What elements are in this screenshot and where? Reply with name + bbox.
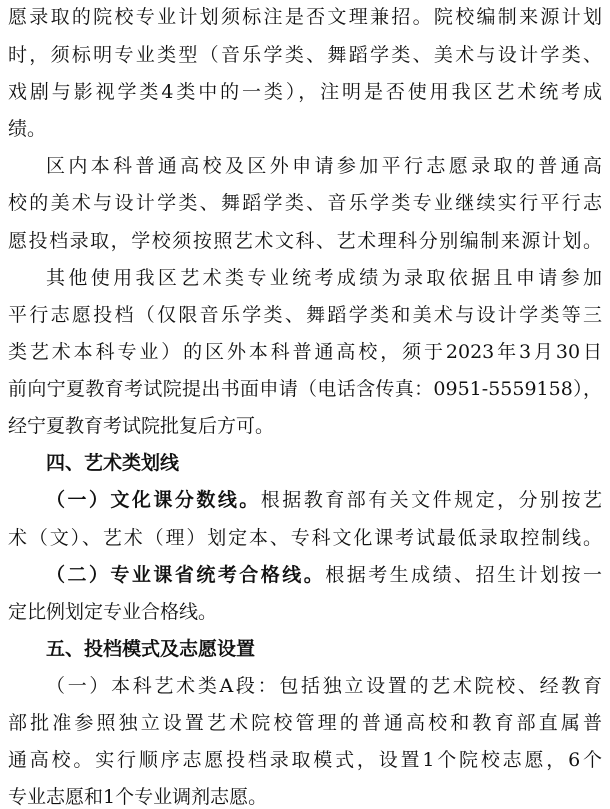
text-line: 前向宁夏教育考试院提出书面申请（电话含传真：0951-5559158），	[8, 378, 602, 400]
text-line: 愿录取的院校专业计划须标注是否文理兼招。院校编制来源计划	[8, 6, 602, 28]
text-line: 部批准参照独立设置艺术院校管理的普通高校和教育部直属普	[8, 712, 602, 734]
item-first-line: （一）本科艺术类A段：包括独立设置的艺术院校、经教育	[46, 675, 602, 697]
text-line: 类艺术本科专业）的区外本科普通高校，须于2023年3月30日	[8, 341, 602, 363]
text-line: 定比例划定专业合格线。	[8, 601, 218, 623]
item-text: 根据考生成绩、招生计划按一	[325, 564, 602, 586]
paragraph-first-line: 区内本科普通高校及区外申请参加平行志愿录取的普通高	[46, 155, 602, 177]
text-line: 愿投档录取，学校须按照艺术文科、艺术理科分别编制来源计划。	[8, 230, 602, 252]
section-heading: 五、投档模式及志愿设置	[46, 638, 256, 660]
text-line: 通高校。实行顺序志愿投档录取模式，设置1个院校志愿，6个	[8, 749, 602, 771]
item-first-line	[46, 488, 602, 512]
text-line: 经宁夏教育考试院批复后方可。	[8, 415, 275, 437]
item-first-line	[46, 563, 602, 587]
section-heading: 四、艺术类划线	[46, 452, 180, 474]
paragraph-first-line: 其他使用我区艺术类专业统考成绩为录取依据且申请参加	[46, 267, 602, 289]
text-line: 戏剧与影视学类4类中的一类），注明是否使用我区艺术统考成	[8, 81, 602, 103]
text-line: 术（文）、艺术（理）划定本、专科文化课考试最低录取控制线。	[8, 527, 602, 549]
item-label: （一）文化课分数线。	[46, 489, 261, 511]
item-label: （二）专业课省统考合格线。	[46, 564, 326, 586]
text-line: 专业志愿和1个专业调剂志愿。	[8, 786, 268, 808]
text-line: 绩。	[8, 118, 47, 140]
text-line: 时，须标明专业类型（音乐学类、舞蹈学类、美术与设计学类、	[8, 44, 602, 66]
text-line: 平行志愿投档（仅限音乐学类、舞蹈学类和美术与设计学类等三	[8, 304, 602, 326]
item-text: 根据教育部有关文件规定，分别按艺	[260, 489, 602, 511]
text-line: 校的美术与设计学类、舞蹈学类、音乐学类专业继续实行平行志	[8, 192, 602, 214]
